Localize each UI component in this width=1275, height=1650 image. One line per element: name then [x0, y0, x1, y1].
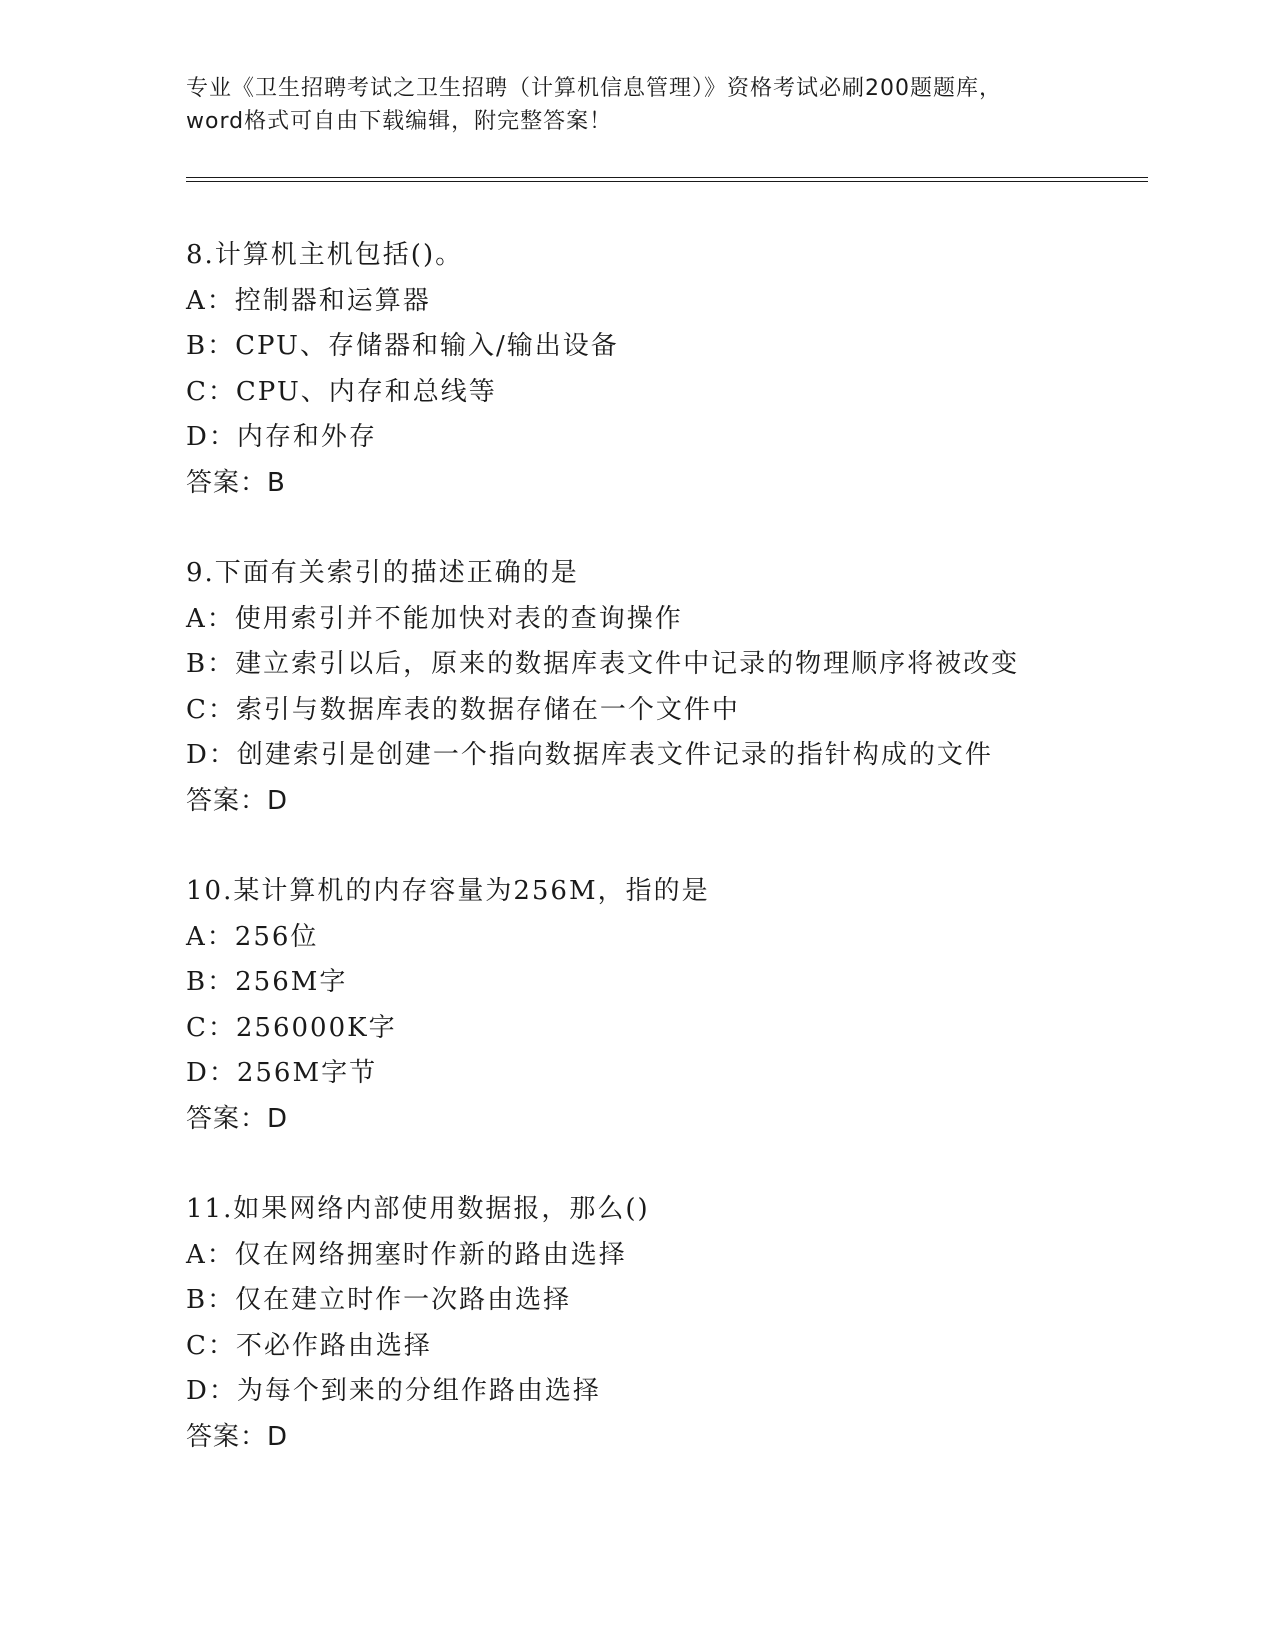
option-a: A：使用索引并不能加快对表的查询操作 — [186, 603, 683, 634]
question-stem: 10.某计算机的内存容量为256M，指的是 — [186, 876, 710, 906]
question-10 — [186, 869, 1186, 1142]
option-c: C：256000K字 — [186, 1012, 397, 1043]
option-b: B：256M字 — [186, 967, 348, 997]
option-d: D：内存和外存 — [186, 422, 377, 452]
question-8 — [186, 233, 1186, 506]
header-divider — [186, 177, 1148, 182]
question-stem: 8.计算机主机包括()。 — [186, 240, 464, 270]
option-d: D：256M字节 — [186, 1058, 378, 1088]
option-c: C：索引与数据库表的数据存储在一个文件中 — [186, 694, 740, 725]
option-c: C：不必作路由选择 — [186, 1330, 432, 1361]
question-9 — [186, 551, 1186, 824]
header-title-line-1: 专业《卫生招聘考试之卫生招聘（计算机信息管理）》资格考试必刷200题题库， — [186, 76, 1002, 101]
answer-line: 答案：D — [186, 785, 289, 816]
option-d: D：创建索引是创建一个指向数据库表文件记录的指针构成的文件 — [186, 740, 993, 770]
option-a: A：256位 — [186, 921, 319, 952]
question-stem: 9.下面有关索引的描述正确的是 — [186, 558, 579, 588]
option-d: D：为每个到来的分组作路由选择 — [186, 1376, 601, 1406]
option-c: C：CPU、内存和总线等 — [186, 376, 497, 407]
question-stem: 11.如果网络内部使用数据报，那么() — [186, 1194, 650, 1224]
document-header — [186, 72, 1086, 138]
option-b: B：建立索引以后，原来的数据库表文件中记录的物理顺序将被改变 — [186, 649, 1020, 679]
header-title-line-2: word格式可自由下载编辑，附完整答案！ — [186, 109, 613, 134]
answer-line: 答案：D — [186, 1103, 289, 1134]
option-a: A：仅在网络拥塞时作新的路由选择 — [186, 1239, 627, 1270]
answer-line: 答案：B — [186, 467, 286, 498]
option-a: A：控制器和运算器 — [186, 285, 431, 316]
option-b: B：CPU、存储器和输入/输出设备 — [186, 331, 619, 361]
answer-line: 答案：D — [186, 1421, 289, 1452]
option-b: B：仅在建立时作一次路由选择 — [186, 1285, 572, 1315]
question-11 — [186, 1187, 1186, 1460]
